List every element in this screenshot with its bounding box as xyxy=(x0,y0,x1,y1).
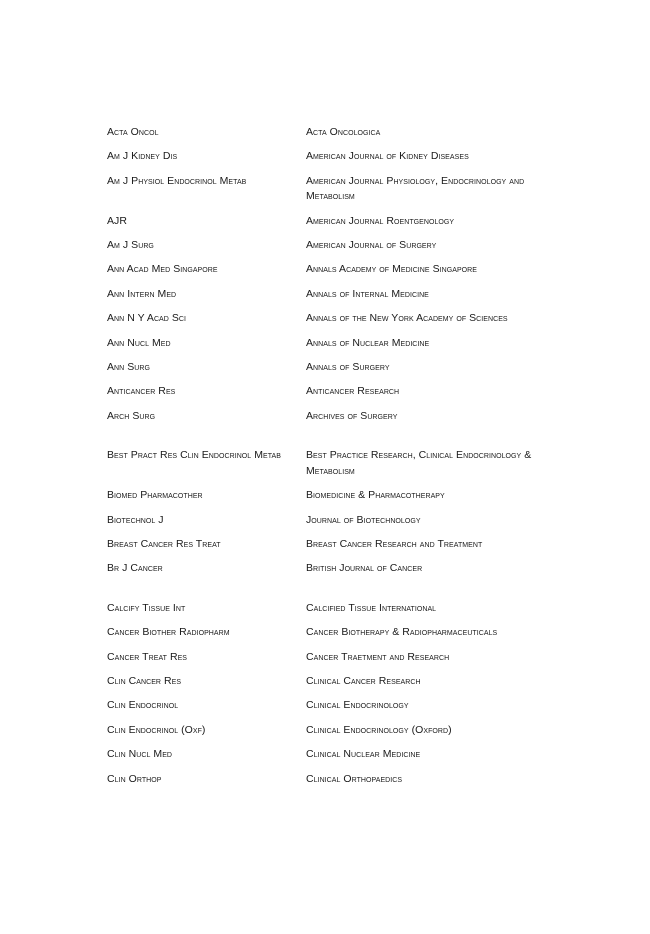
journal-abbreviation: Anticancer Res xyxy=(107,385,176,398)
journal-full-title: American Journal Roentgenology xyxy=(306,214,455,227)
journal-row xyxy=(107,409,547,425)
journal-full-title: Clinical Cancer Research xyxy=(306,675,421,688)
journal-row xyxy=(107,174,547,205)
journal-abbreviation: Ann Acad Med Singapore xyxy=(107,263,218,276)
journal-full-title: Best Practice Research, Clinical Endocrinology & Metabolism xyxy=(306,449,532,477)
journal-abbreviation: Ann N Y Acad Sci xyxy=(107,312,186,325)
journal-abbreviation: Breast Cancer Res Treat xyxy=(107,537,221,550)
journal-full-title: Annals Academy of Medicine Singapore xyxy=(306,263,478,276)
journal-row xyxy=(107,262,547,278)
journal-abbreviation: Ann Nucl Med xyxy=(107,336,171,349)
journal-row xyxy=(107,601,547,617)
journal-abbreviation: Am J Surg xyxy=(107,239,154,252)
journal-row xyxy=(107,747,547,763)
journal-full-title: Calcified Tissue International xyxy=(306,601,437,614)
journal-full-title: Journal of Biotechnology xyxy=(306,513,421,526)
journal-row xyxy=(107,311,547,327)
journal-abbreviation-list xyxy=(107,125,547,796)
journal-abbreviation: Clin Cancer Res xyxy=(107,675,182,688)
journal-full-title: American Journal Physiology, Endocrinology and Metabolism xyxy=(306,174,525,203)
journal-row xyxy=(107,448,547,479)
journal-row xyxy=(107,214,547,230)
journal-full-title: Clinical Nuclear Medicine xyxy=(306,748,421,761)
journal-row xyxy=(107,561,547,577)
journal-full-title: Clinical Endocrinology (Oxford) xyxy=(306,723,452,736)
journal-row xyxy=(107,360,547,376)
journal-full-title: Breast Cancer Research and Treatment xyxy=(306,537,483,550)
journal-row xyxy=(107,488,547,504)
journal-abbreviation: Calcify Tissue Int xyxy=(107,601,186,614)
journal-abbreviation: Acta Oncol xyxy=(107,126,159,138)
journal-row xyxy=(107,698,547,714)
journal-abbreviation: Clin Endocrinol xyxy=(107,699,179,712)
journal-group xyxy=(107,125,547,424)
journal-row xyxy=(107,336,547,352)
journal-row xyxy=(107,384,547,400)
journal-full-title: American Journal of Surgery xyxy=(306,239,437,252)
journal-abbreviation: AJR xyxy=(107,214,127,227)
journal-abbreviation: Cancer Biother Radiopharm xyxy=(107,626,230,639)
journal-full-title: Cancer Traetment and Research xyxy=(306,650,450,663)
journal-group xyxy=(107,601,547,787)
journal-abbreviation: Arch Surg xyxy=(107,409,156,422)
journal-abbreviation: Clin Endocrinol (Oxf) xyxy=(107,723,206,736)
journal-full-title: Archives of Surgery xyxy=(306,409,398,422)
journal-abbreviation: Am J Kidney Dis xyxy=(107,150,178,163)
journal-abbreviation: Am J Physiol Endocrinol Metab xyxy=(107,174,247,187)
journal-row xyxy=(107,723,547,739)
journal-abbreviation: Biotechnol J xyxy=(107,513,164,526)
journal-row xyxy=(107,149,547,165)
journal-row xyxy=(107,513,547,529)
journal-full-title: Annals of Nuclear Medicine xyxy=(306,336,430,349)
journal-row xyxy=(107,537,547,553)
journal-abbreviation: Best Pract Res Clin Endocrinol Metab xyxy=(107,449,281,462)
journal-row xyxy=(107,772,547,788)
journal-row xyxy=(107,238,547,254)
journal-full-title: Annals of Surgery xyxy=(306,361,390,374)
journal-full-title: Annals of the New York Academy of Sciences xyxy=(306,312,508,325)
journal-full-title: Clinical Orthopaedics xyxy=(306,772,403,785)
journal-full-title: Biomedicine & Pharmacotherapy xyxy=(306,489,445,502)
journal-abbreviation: Br J Cancer xyxy=(107,562,163,575)
journal-full-title: Clinical Endocrinology xyxy=(306,699,409,712)
journal-full-title: Cancer Biotherapy & Radiopharmaceuticals xyxy=(306,626,498,639)
journal-row xyxy=(107,674,547,690)
journal-abbreviation: Clin Orthop xyxy=(107,772,162,785)
journal-row xyxy=(107,625,547,641)
journal-full-title: American Journal of Kidney Diseases xyxy=(306,150,469,163)
journal-row xyxy=(107,650,547,666)
journal-row xyxy=(107,287,547,303)
journal-full-title: Annals of Internal Medicine xyxy=(306,287,429,300)
journal-abbreviation: Cancer Treat Res xyxy=(107,650,188,663)
journal-abbreviation: Ann Surg xyxy=(107,361,150,374)
journal-abbreviation: Ann Intern Med xyxy=(107,287,177,300)
journal-group xyxy=(107,448,547,577)
journal-full-title: Acta Oncologica xyxy=(306,126,381,138)
journal-full-title: Anticancer Research xyxy=(306,385,400,398)
journal-full-title: British Journal of Cancer xyxy=(306,562,423,575)
journal-abbreviation: Clin Nucl Med xyxy=(107,748,173,761)
journal-row xyxy=(107,125,547,141)
journal-abbreviation: Biomed Pharmacother xyxy=(107,489,203,502)
